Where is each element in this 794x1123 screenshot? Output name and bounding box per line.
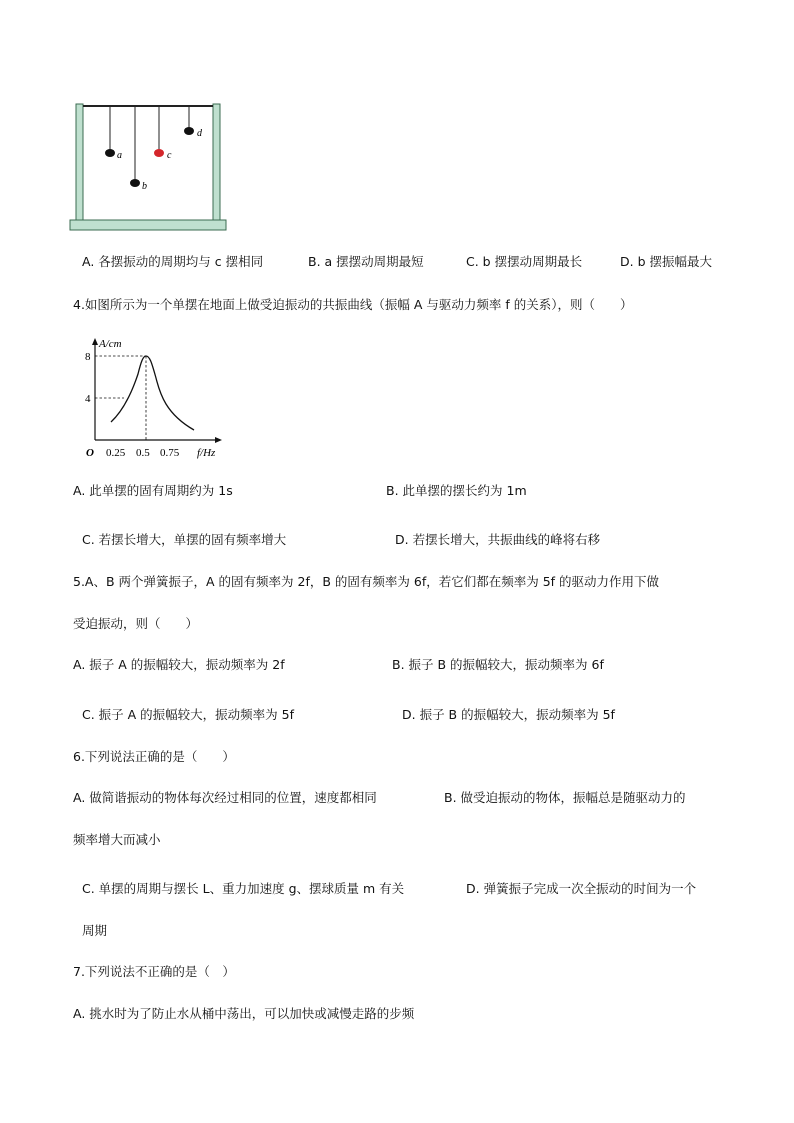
q4-option-b: B. 此单摆的摆长约为 1m [386,483,527,498]
pendulum-label-b: b [142,181,147,192]
q6-stem: 6.下列说法正确的是（ ） [73,749,235,764]
pendulum-label-d: d [197,128,202,139]
q6-option-d-line2: 周期 [82,923,108,938]
resonance-curve-graph [80,334,230,460]
graph-y-tick-8: 8 [85,351,91,363]
pendulum-figure [68,100,228,236]
q5-stem-line2: 受迫振动，则（ ） [73,616,199,631]
q5-option-d: D. 振子 B 的振幅较大，振动频率为 5f [402,707,615,722]
pendulum-label-a: a [117,150,122,161]
pendulum-ball-d [184,127,194,135]
q5-option-c: C. 振子 A 的振幅较大，振动频率为 5f [82,707,295,722]
q4-option-c: C. 若摆长增大，单摆的固有频率增大 [82,532,287,547]
graph-x-label: f/Hz [197,447,216,459]
graph-origin: O [86,447,94,459]
pendulum-ball-a [105,149,115,157]
pendulum-label-c: c [167,150,172,161]
q4-stem: 4.如图所示为一个单摆在地面上做受迫振动的共振曲线（振幅 A 与驱动力频率 f 的关系），则（ ） [73,297,633,312]
pendulum-ball-b [130,179,140,187]
q4-option-d: D. 若摆长增大，共振曲线的峰将右移 [395,532,601,547]
q6-option-a: A. 做简谐振动的物体每次经过相同的位置，速度都相同 [73,790,377,805]
graph-x-tick-025: 0.25 [106,447,126,459]
q3-option-d: D. b 摆振幅最大 [620,254,712,269]
q3-option-a: A. 各摆振动的周期均与 c 摆相同 [82,254,264,269]
q7-option-a: A. 挑水时为了防止水从桶中荡出，可以加快或减慢走路的步频 [73,1006,415,1021]
q3-option-b: B. a 摆摆动周期最短 [308,254,424,269]
q4-option-a: A. 此单摆的固有周期约为 1s [73,483,233,498]
graph-x-tick-075: 0.75 [160,447,180,459]
graph-y-tick-4: 4 [85,393,91,405]
q6-option-c: C. 单摆的周期与摆长 L、重力加速度 g、摆球质量 m 有关 [82,881,405,896]
q3-option-c: C. b 摆摆动周期最长 [466,254,583,269]
q7-stem: 7.下列说法不正确的是（ ） [73,964,235,979]
q6-option-d-line1: D. 弹簧振子完成一次全振动的时间为一个 [466,881,697,896]
graph-x-tick-05: 0.5 [136,447,150,459]
pendulum-ball-c [154,149,164,157]
q5-option-a: A. 振子 A 的振幅较大，振动频率为 2f [73,657,285,672]
q6-option-b-line2: 频率增大而减小 [73,832,161,847]
graph-y-label: A/cm [99,338,122,350]
q5-stem-line1: 5.A、B 两个弹簧振子，A 的固有频率为 2f，B 的固有频率为 6f，若它们都在频率为 5f 的驱动力作用下做 [73,574,660,589]
q5-option-b: B. 振子 B 的振幅较大，振动频率为 6f [392,657,604,672]
q6-option-b-line1: B. 做受迫振动的物体，振幅总是随驱动力的 [444,790,686,805]
